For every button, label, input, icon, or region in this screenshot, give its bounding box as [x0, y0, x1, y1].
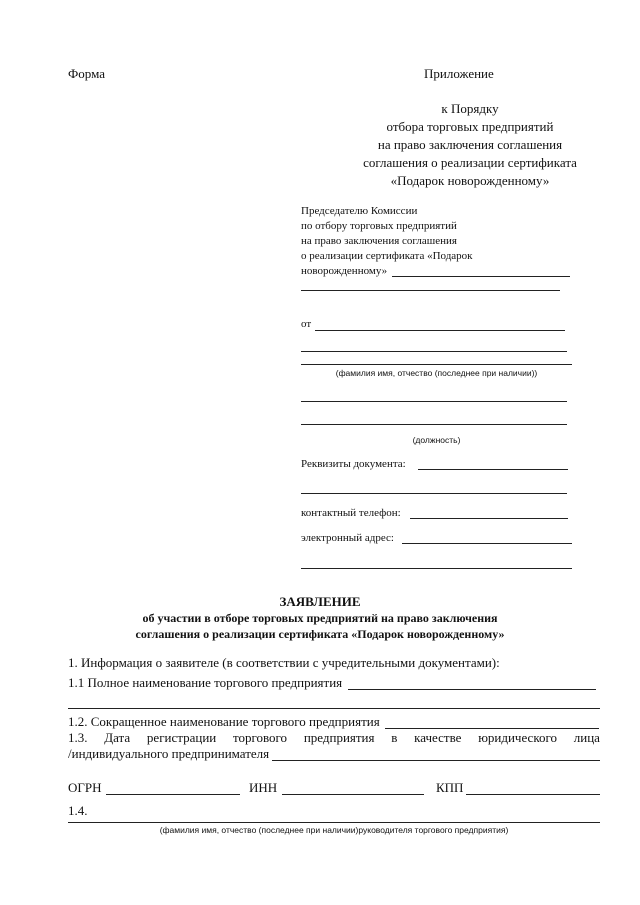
item-1-3-word: в — [391, 730, 398, 745]
item-1-3-continuation: /индивидуального предпринимателя — [68, 746, 270, 761]
fio-caption: (фамилия имя, отчество (последнее при наличии)) — [335, 368, 538, 378]
appendix-line: «Подарок новорожденному» — [390, 173, 550, 188]
addressee-fill-line — [392, 276, 570, 277]
phone-field-line — [410, 518, 568, 519]
head-fio-field-line — [68, 822, 600, 823]
item-1-3-word: торгового — [232, 730, 288, 745]
form-label: Форма — [68, 66, 105, 81]
from-field-line — [315, 330, 565, 331]
kpp-label: КПП — [436, 780, 464, 795]
doc-details-field-line — [301, 493, 567, 494]
from-label: от — [301, 318, 312, 330]
appendix-line: к Порядку — [441, 101, 499, 116]
appendix-title: Приложение — [424, 66, 494, 81]
doc-details-label: Реквизиты документа: — [301, 458, 406, 470]
statement-title: ЗАЯВЛЕНИЕ — [279, 594, 361, 609]
item-1-2: 1.2. Сокращенное наименование торгового предприятия — [68, 714, 380, 729]
addressee-line: на право заключения соглашения — [301, 235, 457, 247]
inn-label: ИНН — [249, 780, 278, 795]
item-1-3-word: 1.3. — [68, 730, 88, 745]
appendix-line: на право заключения соглашения — [377, 137, 563, 152]
item-1-4: 1.4. — [68, 803, 88, 818]
position-field-line — [301, 424, 567, 425]
full-name-field-line — [68, 708, 600, 709]
item-1-3-word: предприятия — [303, 730, 375, 745]
position-field-line — [301, 401, 567, 402]
email-label: электронный адрес: — [301, 532, 394, 544]
addressee-line: Председателю Комиссии — [301, 205, 418, 217]
addressee-line: о реализации сертификата «Подарок — [301, 250, 473, 262]
item-1-1: 1.1 Полное наименование торгового предприятия — [68, 675, 343, 690]
appendix-line: соглашения о реализации сертификата — [363, 155, 577, 170]
item-1-3 — [68, 730, 600, 746]
registration-date-field-line — [272, 760, 600, 761]
addressee-fill-line — [301, 290, 560, 291]
item-1-3-word: Дата — [104, 730, 131, 745]
ogrn-label: ОГРН — [68, 780, 102, 795]
statement-subtitle: об участии в отборе торговых предприятий на право заключения — [142, 611, 498, 625]
item-1-3-word: регистрации — [146, 730, 217, 745]
position-caption: (должность) — [412, 435, 461, 445]
fio-field-line — [301, 351, 567, 352]
addressee-line: новорожденному» — [301, 265, 388, 277]
kpp-field-line — [466, 794, 600, 795]
item-1: 1. Информация о заявителе (в соответствии с учредительными документами): — [68, 655, 500, 670]
full-name-field-line — [348, 689, 596, 690]
item-1-3-word: качестве — [414, 730, 462, 745]
doc-details-field-line — [418, 469, 568, 470]
short-name-field-line — [385, 728, 599, 729]
fio-field-line — [301, 364, 572, 365]
appendix-line: отбора торговых предприятий — [386, 119, 554, 134]
inn-field-line — [282, 794, 424, 795]
email-field-line — [402, 543, 572, 544]
addressee-line: по отбору торговых предприятий — [301, 220, 457, 232]
phone-label: контактный телефон: — [301, 507, 401, 519]
head-fio-caption: (фамилия имя, отчество (последнее при наличии)руководителя торгового предприятия) — [159, 825, 509, 835]
item-1-3-word: лица — [573, 730, 600, 745]
ogrn-field-line — [106, 794, 240, 795]
item-1-3-word: юридического — [478, 730, 557, 745]
email-field-line — [301, 568, 572, 569]
statement-subtitle: соглашения о реализации сертификата «Подарок новорожденному» — [135, 627, 505, 641]
